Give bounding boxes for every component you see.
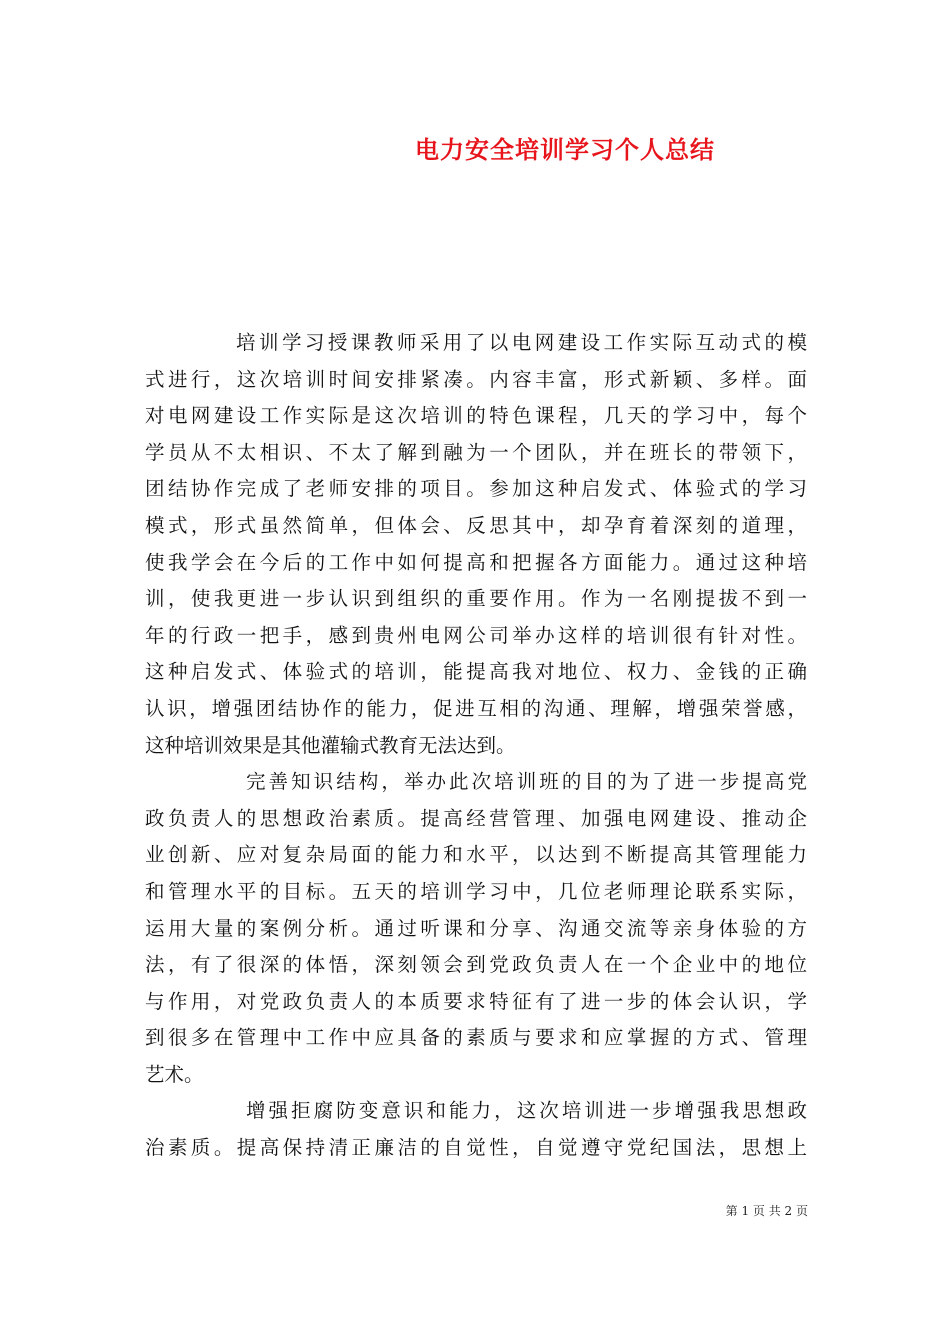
text-line: 认识，增强团结协作的能力，促进互相的沟通、理解，增强荣誉感， [145, 696, 807, 720]
text-line: 年的行政一把手，感到贵州电网公司举办这样的培训很有针对性。 [145, 623, 807, 647]
paragraph-3 [145, 1093, 807, 1166]
document-title: 电力安全培训学习个人总结 [415, 135, 715, 164]
text-line: 学员从不太相识、不太了解到融为一个团队，并在班长的带领下， [145, 440, 807, 464]
text-line: 运用大量的案例分析。通过听课和分享、沟通交流等亲身体验的方 [145, 916, 807, 940]
text-line: 到很多在管理中工作中应具备的素质与要求和应掌握的方式、管理 [145, 1026, 807, 1050]
text-line: 这种培训效果是其他灌输式教育无法达到。 [145, 733, 516, 757]
page-number-footer: 第 1 页 共 2 页 [725, 1204, 808, 1218]
text-line: 模式，形式虽然简单，但体会、反思其中，却孕育着深刻的道理， [145, 513, 807, 537]
text-line: 培训学习授课教师采用了以电网建设工作实际互动式的模 [236, 331, 807, 354]
text-line: 增强拒腐防变意识和能力，这次培训进一步增强我思想政 [246, 1099, 807, 1123]
text-line: 使我学会在今后的工作中如何提高和把握各方面能力。通过这种培 [145, 550, 807, 574]
text-line: 式进行，这次培训时间安排紧凑。内容丰富，形式新颖、多样。面 [145, 367, 807, 391]
text-line: 业创新、应对复杂局面的能力和水平，以达到不断提高其管理能力 [145, 843, 807, 867]
text-line: 团结协作完成了老师安排的项目。参加这种启发式、体验式的学习 [145, 477, 807, 501]
text-line: 训，使我更进一步认识到组织的重要作用。作为一名刚提拔不到一 [145, 587, 807, 611]
text-line: 和管理水平的目标。五天的培训学习中，几位老师理论联系实际， [145, 879, 807, 903]
text-line: 治素质。提高保持清正廉洁的自觉性，自觉遵守党纪国法，思想上 [145, 1136, 807, 1160]
text-line: 这种启发式、体验式的培训，能提高我对地位、权力、金钱的正确 [145, 660, 807, 684]
text-line: 与作用，对党政负责人的本质要求特征有了进一步的体会认识，学 [145, 989, 807, 1013]
text-line: 艺术。 [145, 1062, 204, 1086]
text-line: 政负责人的思想政治素质。提高经营管理、加强电网建设、推动企 [145, 806, 807, 830]
document-body [145, 325, 807, 1167]
paragraph-2 [145, 764, 807, 1093]
text-line: 完善知识结构，举办此次培训班的目的为了进一步提高党 [246, 770, 807, 794]
text-line: 法，有了很深的体悟，深刻领会到党政负责人在一个企业中的地位 [145, 953, 807, 977]
text-line: 对电网建设工作实际是这次培训的特色课程，几天的学习中，每个 [145, 404, 807, 428]
paragraph-1 [145, 325, 807, 764]
